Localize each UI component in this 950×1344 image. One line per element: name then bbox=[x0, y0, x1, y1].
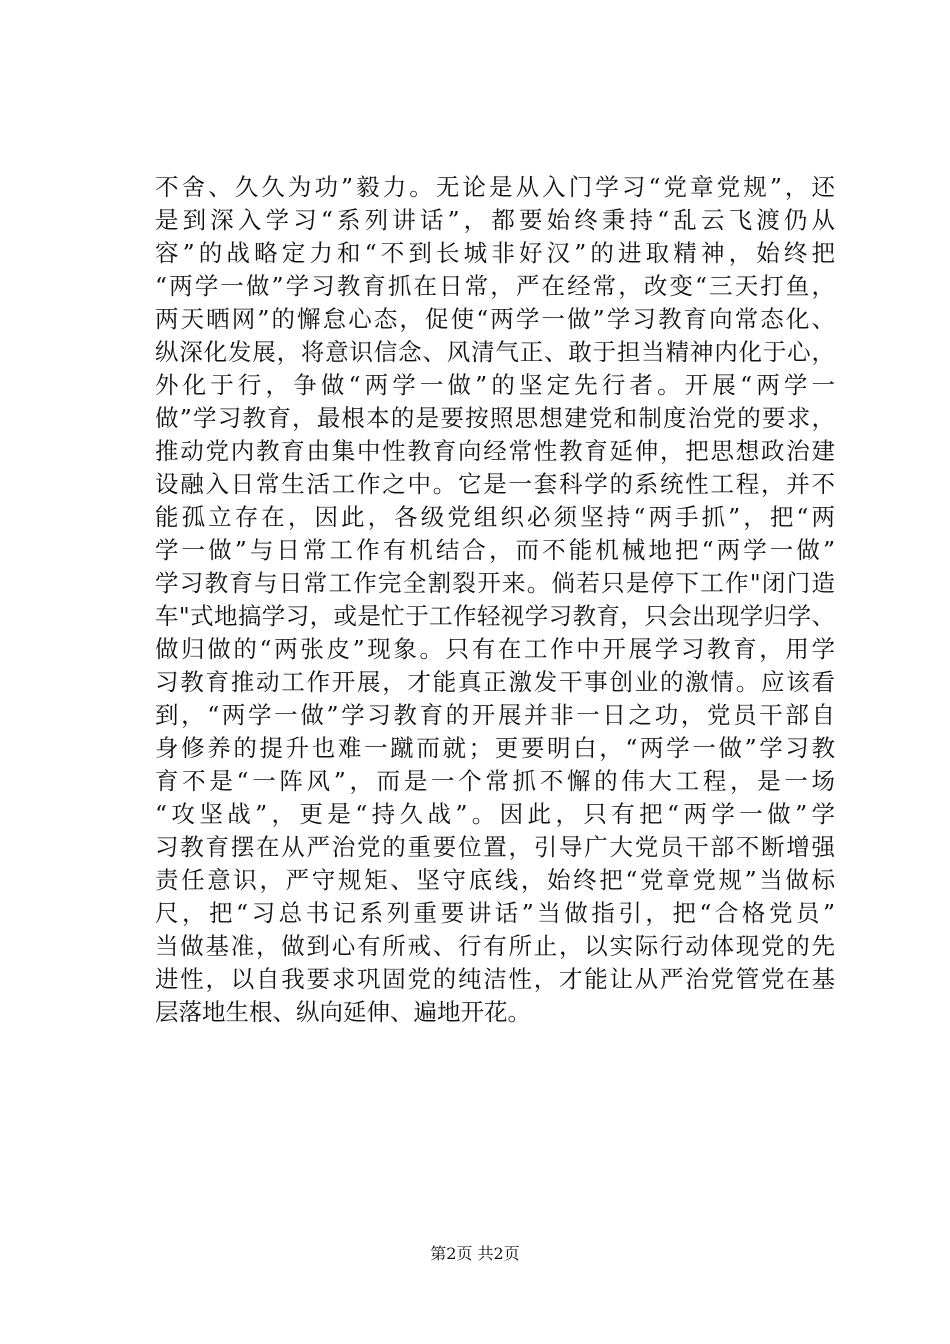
text-line: 习教育摆在从严治党的重要位置，引导广大党员干部不断增强 bbox=[155, 833, 835, 861]
page-number-footer: 第2页 共2页 bbox=[430, 1244, 520, 1263]
text-line: 设融入日常生活工作之中。它是一套科学的系统性工程，并不 bbox=[155, 470, 835, 498]
text-line: “两学一做”学习教育抓在日常，严在经常，改变“三天打鱼， bbox=[155, 272, 835, 300]
text-line: 外化于行，争做“两学一做”的坚定先行者。开展“两学一 bbox=[155, 371, 835, 399]
text-line: “攻坚战”，更是“持久战”。因此，只有把“两学一做”学 bbox=[155, 800, 835, 828]
text-line: 到，“两学一做”学习教育的开展并非一日之功，党员干部自 bbox=[155, 701, 835, 729]
text-line: 两天晒网”的懈怠心态，促使“两学一做”学习教育向常态化、 bbox=[155, 305, 835, 333]
text-line: 学一做”与日常工作有机结合，而不能机械地把“两学一做” bbox=[155, 536, 835, 564]
body-paragraph bbox=[155, 171, 835, 1029]
text-line: 当做基准，做到心有所戒、行有所止，以实际行动体现党的先 bbox=[155, 932, 835, 960]
text-line: 做”学习教育，最根本的是要按照思想建党和制度治党的要求， bbox=[155, 404, 835, 432]
text-line: 推动党内教育由集中性教育向经常性教育延伸，把思想政治建 bbox=[155, 437, 835, 465]
text-line-last: 层落地生根、纵向延伸、遍地开花。 bbox=[155, 998, 531, 1026]
text-line: 责任意识，严守规矩、坚守底线，始终把“党章党规”当做标 bbox=[155, 866, 835, 894]
text-line: 不舍、久久为功”毅力。无论是从入门学习“党章党规”，还 bbox=[155, 173, 835, 201]
text-line: 做归做的“两张皮”现象。只有在工作中开展学习教育，用学 bbox=[155, 635, 835, 663]
text-line: 习教育推动工作开展，才能真正激发干事创业的激情。应该看 bbox=[155, 668, 835, 696]
text-line: 能孤立存在，因此，各级党组织必须坚持“两手抓”，把“两 bbox=[155, 503, 835, 531]
text-line: 进性，以自我要求巩固党的纯洁性，才能让从严治党管党在基 bbox=[155, 965, 835, 993]
text-line: 车"式地搞学习，或是忙于工作轻视学习教育，只会出现学归学、 bbox=[155, 602, 835, 630]
text-line: 育不是“一阵风”，而是一个常抓不懈的伟大工程，是一场 bbox=[155, 767, 835, 795]
text-line: 身修养的提升也难一蹴而就；更要明白，“两学一做”学习教 bbox=[155, 734, 835, 762]
text-line: 容”的战略定力和“不到长城非好汉”的进取精神，始终把 bbox=[155, 239, 835, 267]
text-line: 学习教育与日常工作完全割裂开来。倘若只是停下工作"闭门造 bbox=[155, 569, 835, 597]
text-line: 是到深入学习“系列讲话”，都要始终秉持“乱云飞渡仍从 bbox=[155, 206, 835, 234]
text-line: 纵深化发展，将意识信念、风清气正、敢于担当精神内化于心， bbox=[155, 338, 835, 366]
text-line: 尺，把“习总书记系列重要讲话”当做指引，把“合格党员” bbox=[155, 899, 835, 927]
